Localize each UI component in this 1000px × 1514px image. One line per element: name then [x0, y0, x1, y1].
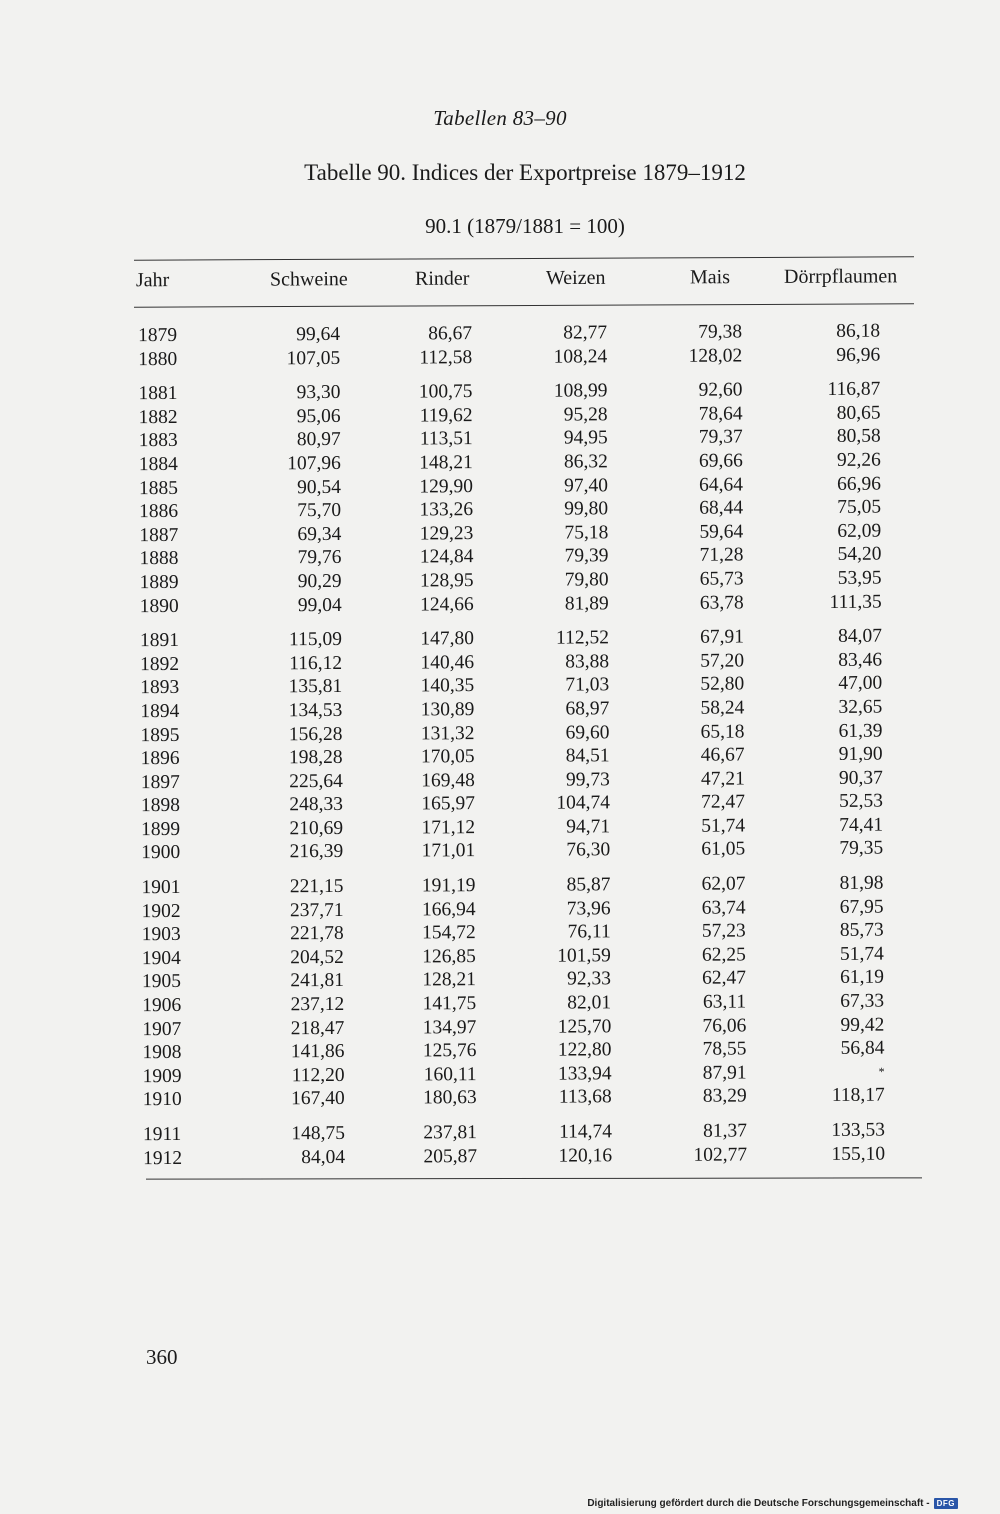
- cell-rinder: 141,75: [422, 993, 477, 1015]
- table-bottom-rule: [146, 1177, 922, 1179]
- cell-weizen: 81,89: [564, 592, 609, 615]
- cell-mais: 83,29: [702, 1085, 747, 1108]
- cell-schweine: 156,28: [288, 723, 343, 745]
- dfg-logo: DFG: [934, 1498, 958, 1509]
- footer-note-text: Digitalisierung gefördert durch die Deutsche Forschungsgemeinschaft -: [587, 1498, 930, 1509]
- cell-doerrpflaumen: 92,26: [836, 449, 881, 471]
- cell-weizen: 76,30: [566, 839, 611, 862]
- cell-year: 1881: [138, 383, 178, 405]
- cell-schweine: 99,04: [297, 594, 342, 616]
- cell-rinder: 125,76: [422, 1040, 477, 1062]
- cell-schweine: 99,64: [296, 323, 341, 346]
- cell-year: 1885: [138, 477, 179, 499]
- cell-doerrpflaumen: 90,37: [838, 767, 883, 789]
- cell-weizen: 79,39: [564, 545, 609, 567]
- cell-year: 1896: [140, 748, 180, 770]
- cell-mais: 68,44: [699, 497, 744, 519]
- cell-schweine: 241,81: [290, 970, 345, 992]
- cell-doerrpflaumen: 81,98: [839, 872, 884, 894]
- cell-mais: 57,20: [700, 650, 745, 672]
- cell-schweine: 84,04: [301, 1146, 346, 1168]
- cell-rinder: 129,23: [419, 522, 474, 545]
- cell-doerrpflaumen: 99,42: [840, 1014, 885, 1036]
- cell-mais: 67,91: [699, 626, 744, 648]
- cell-schweine: 221,15: [289, 875, 344, 898]
- cell-year: 1891: [139, 630, 179, 652]
- table-row: [5, 1141, 1000, 1171]
- cell-schweine: 204,52: [290, 946, 344, 969]
- cell-mais: 65,73: [699, 568, 744, 590]
- cell-rinder: 147,80: [420, 628, 474, 650]
- cell-schweine: 134,53: [288, 699, 343, 722]
- cell-year: 1899: [141, 818, 181, 841]
- table-header-rule: [134, 303, 914, 307]
- cell-doerrpflaumen: 116,87: [827, 378, 881, 401]
- cell-rinder: 170,05: [420, 746, 475, 768]
- cell-mais: 57,23: [701, 920, 746, 942]
- cell-rinder: 128,95: [419, 570, 474, 592]
- cell-schweine: 141,86: [290, 1041, 345, 1063]
- cell-year: 1887: [139, 524, 179, 546]
- cell-mais: 78,55: [702, 1038, 747, 1060]
- cell-year: 1890: [139, 595, 179, 617]
- cell-weizen: 68,97: [565, 698, 610, 720]
- cell-mais: 46,67: [700, 744, 745, 766]
- cell-rinder: 133,26: [419, 499, 474, 521]
- cell-year: 1883: [138, 430, 178, 452]
- cell-rinder: 169,48: [421, 769, 475, 792]
- cell-doerrpflaumen: 80,58: [836, 425, 881, 448]
- cell-rinder: 171,01: [421, 840, 476, 862]
- cell-weizen: 108,99: [553, 380, 608, 402]
- table-row: [0, 342, 1000, 372]
- cell-year: 1901: [141, 876, 181, 899]
- cell-weizen: 94,71: [566, 816, 611, 838]
- cell-mais: 51,74: [701, 815, 746, 837]
- cell-weizen: 122,80: [557, 1039, 612, 1061]
- cell-schweine: 216,39: [289, 841, 344, 863]
- cell-mais: 78,64: [698, 403, 743, 425]
- cell-schweine: 107,96: [287, 452, 341, 475]
- cell-schweine: 221,78: [290, 923, 344, 945]
- cell-year: 1912: [143, 1147, 183, 1169]
- cell-mais: 63,74: [701, 897, 746, 919]
- cell-doerrpflaumen: 32,65: [838, 696, 883, 718]
- cell-doerrpflaumen: 67,95: [839, 896, 884, 918]
- cell-year: 1880: [138, 348, 178, 370]
- cell-mais: 128,02: [688, 345, 743, 367]
- cell-weizen: 79,80: [564, 569, 609, 591]
- cell-year: 1895: [140, 724, 180, 746]
- table-row: [5, 1083, 1000, 1113]
- cell-doerrpflaumen: 56,84: [840, 1037, 885, 1060]
- cell-year: 1892: [140, 653, 180, 675]
- cell-weizen: 82,77: [563, 322, 608, 344]
- cell-year: 1905: [141, 971, 182, 993]
- cell-mais: 81,37: [702, 1120, 748, 1142]
- cell-year: 1884: [138, 453, 178, 476]
- cell-doerrpflaumen: *: [878, 1064, 885, 1079]
- cell-schweine: 210,69: [289, 817, 344, 840]
- cell-mais: 63,78: [699, 591, 744, 614]
- column-header-mais: Mais: [689, 266, 731, 289]
- cell-weizen: 84,51: [565, 745, 610, 767]
- cell-weizen: 86,32: [563, 451, 608, 473]
- cell-schweine: 198,28: [288, 747, 343, 769]
- cell-schweine: 69,34: [297, 523, 342, 545]
- cell-rinder: 129,90: [419, 475, 474, 498]
- cell-schweine: 237,71: [289, 899, 344, 921]
- cell-weizen: 97,40: [564, 474, 609, 497]
- cell-year: 1910: [142, 1089, 182, 1111]
- cell-doerrpflaumen: 51,74: [839, 943, 884, 965]
- cell-mais: 64,64: [699, 474, 744, 496]
- running-head: Tabellen 83–90: [433, 106, 567, 130]
- cell-mais: 79,37: [698, 426, 743, 449]
- cell-rinder: 205,87: [423, 1145, 478, 1168]
- cell-schweine: 225,64: [289, 770, 343, 792]
- cell-year: 1888: [139, 548, 179, 570]
- cell-year: 1906: [142, 994, 182, 1017]
- cell-rinder: 126,85: [422, 945, 476, 968]
- cell-doerrpflaumen: 155,10: [831, 1143, 886, 1165]
- cell-year: 1908: [142, 1042, 182, 1064]
- cell-mais: 62,47: [702, 967, 747, 990]
- cell-weizen: 69,60: [565, 721, 610, 744]
- cell-schweine: 107,05: [286, 347, 341, 369]
- cell-schweine: 115,09: [288, 629, 342, 651]
- cell-weizen: 99,73: [565, 768, 610, 791]
- cell-weizen: 112,52: [555, 627, 609, 649]
- cell-weizen: 125,70: [557, 1015, 612, 1038]
- table-row: [2, 589, 1000, 619]
- column-header-schweine: Schweine: [269, 268, 348, 291]
- cell-mais: 69,66: [698, 450, 743, 472]
- cell-doerrpflaumen: 53,95: [837, 567, 882, 589]
- cell-schweine: 90,54: [297, 476, 342, 498]
- cell-doerrpflaumen: 62,09: [837, 520, 882, 542]
- cell-weizen: 76,11: [567, 921, 611, 943]
- cell-rinder: 124,66: [420, 593, 474, 615]
- cell-mais: 92,60: [698, 379, 743, 401]
- cell-rinder: 165,97: [421, 793, 475, 815]
- cell-year: 1889: [139, 571, 179, 594]
- cell-year: 1904: [141, 947, 181, 969]
- cell-schweine: 93,30: [296, 382, 341, 404]
- cell-year: 1903: [141, 924, 181, 946]
- cell-doerrpflaumen: 85,73: [839, 919, 884, 942]
- table-subtitle: 90.1 (1879/1881 = 100): [425, 214, 625, 238]
- cell-rinder: 140,35: [420, 675, 475, 697]
- cell-year: 1897: [140, 771, 180, 793]
- cell-rinder: 140,46: [420, 651, 475, 674]
- cell-rinder: 237,81: [423, 1122, 478, 1144]
- cell-year: 1886: [139, 501, 179, 523]
- cell-mais: 47,21: [700, 768, 745, 790]
- cell-doerrpflaumen: 52,53: [838, 790, 883, 813]
- cell-weizen: 108,24: [553, 345, 608, 368]
- cell-doerrpflaumen: 111,35: [829, 591, 882, 613]
- cell-weizen: 75,18: [564, 522, 609, 544]
- cell-weizen: 104,74: [556, 792, 610, 814]
- cell-year: 1894: [140, 700, 180, 723]
- cell-mais: 87,91: [702, 1062, 747, 1084]
- cell-rinder: 124,84: [419, 546, 474, 568]
- cell-year: 1902: [141, 900, 181, 922]
- cell-doerrpflaumen: 47,00: [838, 672, 883, 695]
- cell-mais: 71,28: [699, 544, 744, 567]
- cell-schweine: 218,47: [290, 1017, 345, 1039]
- cell-schweine: 167,40: [291, 1088, 345, 1110]
- cell-rinder: 171,12: [421, 816, 476, 839]
- cell-weizen: 114,74: [558, 1121, 613, 1143]
- cell-mais: 76,06: [702, 1015, 747, 1037]
- column-header-weizen: Weizen: [545, 266, 606, 290]
- cell-rinder: 86,67: [428, 323, 473, 345]
- cell-rinder: 128,21: [422, 969, 477, 991]
- cell-doerrpflaumen: 96,96: [836, 344, 881, 366]
- cell-rinder: 113,51: [419, 428, 473, 450]
- cell-weizen: 83,88: [565, 651, 610, 673]
- cell-schweine: 237,12: [290, 993, 345, 1016]
- cell-doerrpflaumen: 79,35: [839, 838, 884, 860]
- cell-weizen: 120,16: [558, 1144, 613, 1167]
- cell-year: 1907: [142, 1018, 182, 1040]
- cell-mais: 59,64: [699, 521, 744, 543]
- cell-rinder: 180,63: [423, 1087, 477, 1109]
- cell-doerrpflaumen: 61,19: [840, 967, 885, 989]
- cell-weizen: 85,87: [566, 874, 611, 896]
- column-header-rinder: Rinder: [414, 267, 470, 290]
- cell-weizen: 99,80: [564, 498, 609, 520]
- table-row: [3, 836, 1000, 866]
- cell-schweine: 148,75: [291, 1122, 346, 1145]
- cell-weizen: 113,68: [558, 1086, 612, 1109]
- column-header-jahr: Jahr: [135, 269, 170, 292]
- cell-rinder: 119,62: [419, 404, 473, 427]
- cell-rinder: 112,58: [419, 346, 473, 369]
- cell-year: 1893: [140, 677, 180, 699]
- cell-mais: 52,80: [700, 673, 745, 696]
- cell-rinder: 130,89: [420, 699, 475, 721]
- cell-schweine: 75,70: [297, 500, 342, 522]
- cell-rinder: 191,19: [421, 875, 476, 897]
- cell-rinder: 134,97: [422, 1016, 477, 1039]
- cell-year: 1900: [141, 842, 181, 864]
- cell-doerrpflaumen: 84,07: [837, 625, 882, 648]
- cell-doerrpflaumen: 75,05: [837, 496, 882, 519]
- table-title: Tabelle 90. Indices der Exportpreise 1879–1912: [304, 160, 746, 185]
- page-number: 360: [146, 1345, 178, 1369]
- cell-mais: 61,05: [701, 838, 746, 861]
- cell-weizen: 82,01: [567, 992, 612, 1014]
- cell-mais: 72,47: [700, 791, 745, 814]
- cell-mais: 102,77: [693, 1144, 748, 1166]
- column-header-doerrpflaumen: Dörrpflaumen: [783, 265, 898, 288]
- cell-weizen: 73,96: [566, 897, 611, 920]
- cell-mais: 58,24: [700, 697, 745, 719]
- cell-doerrpflaumen: 67,33: [840, 990, 885, 1012]
- cell-doerrpflaumen: 74,41: [839, 814, 884, 836]
- cell-doerrpflaumen: 66,96: [837, 473, 882, 495]
- cell-mais: 63,11: [702, 991, 747, 1013]
- cell-mais: 62,07: [701, 873, 746, 895]
- cell-mais: 79,38: [698, 321, 743, 343]
- cell-weizen: 101,59: [557, 945, 611, 967]
- cell-schweine: 248,33: [289, 794, 344, 816]
- cell-schweine: 135,81: [288, 676, 343, 698]
- cell-mais: 65,18: [700, 720, 745, 743]
- cell-mais: 62,25: [701, 944, 746, 966]
- cell-doerrpflaumen: 86,18: [836, 320, 881, 342]
- cell-year: 1909: [142, 1065, 182, 1087]
- cell-weizen: 95,28: [563, 404, 608, 426]
- cell-schweine: 112,20: [291, 1064, 345, 1087]
- cell-schweine: 90,29: [297, 570, 342, 593]
- cell-weizen: 92,33: [567, 968, 612, 990]
- cell-doerrpflaumen: 61,39: [838, 720, 883, 742]
- cell-rinder: 148,21: [419, 452, 473, 474]
- cell-year: 1879: [138, 324, 178, 347]
- cell-doerrpflaumen: 80,65: [836, 402, 881, 424]
- footer-note: [587, 1498, 958, 1509]
- cell-doerrpflaumen: 83,46: [838, 649, 883, 671]
- cell-schweine: 80,97: [296, 429, 341, 451]
- table-body: [0, 319, 1000, 1175]
- cell-rinder: 166,94: [421, 898, 476, 921]
- cell-weizen: 133,94: [557, 1063, 612, 1085]
- cell-doerrpflaumen: 91,90: [838, 743, 883, 765]
- cell-weizen: 94,95: [563, 427, 608, 449]
- cell-schweine: 116,12: [289, 652, 343, 674]
- table-column-header: [0, 265, 1000, 300]
- cell-rinder: 160,11: [423, 1063, 477, 1086]
- cell-schweine: 95,06: [296, 405, 341, 427]
- cell-doerrpflaumen: 118,17: [831, 1085, 885, 1107]
- cell-doerrpflaumen: 54,20: [837, 543, 882, 566]
- cell-doerrpflaumen: 133,53: [831, 1119, 885, 1141]
- cell-schweine: 79,76: [297, 547, 342, 569]
- table-top-rule: [134, 256, 914, 260]
- cell-weizen: 71,03: [565, 674, 610, 696]
- cell-rinder: 100,75: [418, 381, 473, 403]
- cell-rinder: 131,32: [420, 722, 475, 744]
- cell-rinder: 154,72: [422, 922, 476, 944]
- cell-year: 1882: [138, 406, 178, 428]
- cell-year: 1898: [140, 795, 181, 817]
- cell-year: 1911: [142, 1123, 182, 1146]
